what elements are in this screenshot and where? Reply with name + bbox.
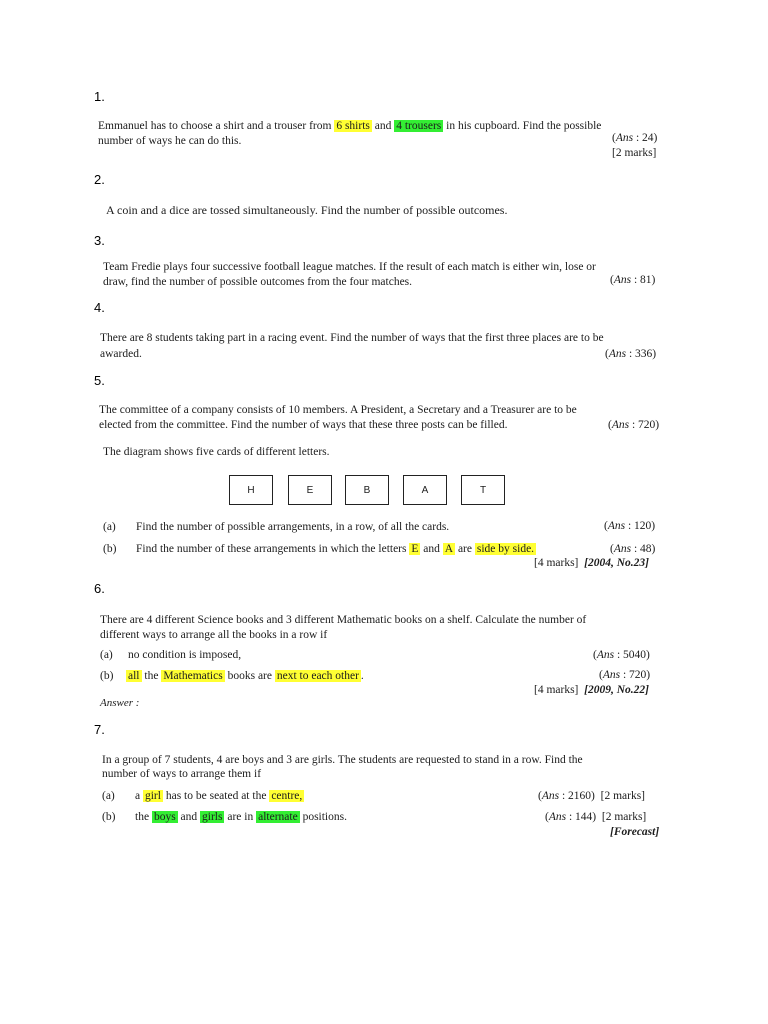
q4-answer: (Ans : 336) [605,348,657,360]
highlight-girls: girls [202,811,223,823]
q6b-text-end: . [360,670,364,682]
q7a-marks: [2 marks] [600,790,646,802]
q5b-text-and: and [420,543,443,555]
q6b-text-books: books are [224,670,275,682]
q1-marks: [2 marks] [612,147,657,159]
q7b-text-are-in: are in [224,811,257,823]
ans-value: : 144) [568,811,597,823]
highlight-mathematics: Mathematics [163,670,223,682]
ans-value: : 5040) [616,649,650,661]
ans-label: Ans [607,520,626,532]
q7-line-1: In a group of 7 students, 4 are boys and 3 are girls. The students are requested to stand in a row. Find the [102,754,583,766]
q7-line-2: number of ways to arrange them if [102,768,262,780]
q6-ref: [2009, No.22] [584,684,649,696]
q7b-text-and: and [177,811,201,823]
question-number-6: 6. [94,581,105,596]
q6-answer-label: Answer : [100,697,140,709]
q7b-text-end: positions. [299,811,347,823]
ans-label: Ans [608,348,627,360]
q6-marks-ref [534,683,649,697]
question-number-5: 5. [94,373,105,388]
q5-answer: (Ans : 720) [608,419,660,431]
question-number-1: 1. [94,89,105,104]
q6-line-1: There are 4 different Science books and 3 different Mathematic books on a shelf. Calculate the number of [100,614,587,626]
highlight-alternate: alternate [258,811,298,823]
q1-text-and: and [371,120,395,132]
ans-label: Ans [613,543,632,555]
ans-label: Ans [596,649,615,661]
highlight-centre: centre, [271,790,303,802]
question-number-7: 7. [94,722,105,737]
question-number-2: 2. [94,172,105,187]
q3-line-1: Team Fredie plays four successive football league matches. If the result of each match is either win, lose or [103,261,596,273]
q7b-label: (b) [102,811,116,823]
question-number-3: 3. [94,233,105,248]
q1-line-1 [98,119,601,133]
q1-answer: (Ans : 24) [612,132,658,144]
q4-line-2: awarded. [100,348,142,360]
letter-card-e: E [288,475,332,505]
q7b-marks: [2 marks] [601,811,647,823]
question-number-4: 4. [94,300,105,315]
q5-line-1: The committee of a company consists of 10 members. A President, a Secretary and a Treasurer are to be [99,404,577,416]
q5a-text: Find the number of possible arrangements, in a row, of all the cards. [136,521,450,533]
q6-marks: [4 marks] [534,684,579,696]
highlight-letter-a: A [444,543,454,555]
q1-line-2: number of ways he can do this. [98,135,242,147]
q7a-answer: (Ans : 2160) [2 marks] [538,790,646,802]
letter-card-b: B [345,475,389,505]
q6b-text [126,669,364,683]
ans-value: : 336) [628,348,657,360]
q5-marks-ref [534,556,649,570]
q5-marks: [4 marks] [534,557,579,569]
q7b-text [135,810,347,824]
ans-value: : 24) [635,132,658,144]
ans-label: Ans [548,811,567,823]
q6b-label: (b) [100,670,114,682]
q5b-text-start: Find the number of these arrangements in which the letters [136,543,410,555]
highlight-letter-e: E [411,543,419,555]
q5b-answer: (Ans : 48) [610,543,656,555]
q7a-text [135,789,304,803]
q1-text: Emmanuel has to choose a shirt and a trouser from [98,120,335,132]
letter-card-t: T [461,475,505,505]
q5b-text-are: are [455,543,475,555]
ans-value: : 120) [627,520,656,532]
highlight-girl: girl [144,790,161,802]
highlight-boys: boys [153,811,176,823]
q1-text-end: in his cupboard. Find the possible [443,120,602,132]
q5b-label: (b) [103,543,117,555]
ans-value: : 720) [622,669,651,681]
ans-value: : 48) [633,543,656,555]
highlight-side-by-side: side by side. [476,543,535,555]
q6b-answer: (Ans : 720) [599,669,651,681]
ans-label: Ans [615,132,634,144]
q7a-text-start: a [135,790,143,802]
q4-line-1: There are 8 students taking part in a racing event. Find the number of ways that the first three places are to be [100,332,604,344]
highlight-next-to-each-other: next to each other [276,670,359,682]
letter-card-a: A [403,475,447,505]
q5-ref: [2004, No.23] [584,557,649,569]
q6a-label: (a) [100,649,113,661]
q5-line-2: elected from the committee. Find the number of ways that these three posts can be filled. [99,419,508,431]
q3-line-2: draw, find the number of possible outcomes from the four matches. [103,276,413,288]
letter-card-h: H [229,475,273,505]
q7-ref: [Forecast] [610,826,660,838]
q7b-text-start: the [135,811,152,823]
ans-value: : 720) [631,419,660,431]
q6b-text-the: the [141,670,162,682]
ans-value: : 81) [633,274,656,286]
q7b-answer: (Ans : 144) [2 marks] [545,811,647,823]
ans-label: Ans [613,274,632,286]
highlight-trousers: 4 trousers [396,120,442,132]
ans-value: : 2160) [561,790,595,802]
highlight-shirts: 6 shirts [336,120,370,132]
q6a-text: no condition is imposed, [128,649,242,661]
q6a-answer: (Ans : 5040) [593,649,650,661]
highlight-all: all [128,670,140,682]
q7a-text-mid: has to be seated at the [162,790,270,802]
q2-line-1: A coin and a dice are tossed simultaneously. Find the number of possible outcomes. [106,203,508,217]
q7a-label: (a) [102,790,115,802]
q6-line-2: different ways to arrange all the books in a row if [100,629,328,641]
q3-answer: (Ans : 81) [610,274,656,286]
ans-label: Ans [602,669,621,681]
q5b-text [136,542,536,556]
q5-diagram-caption: The diagram shows five cards of different letters. [103,446,330,458]
ans-label: Ans [611,419,630,431]
q5a-answer: (Ans : 120) [604,520,656,532]
q5a-label: (a) [103,521,116,533]
ans-label: Ans [541,790,560,802]
